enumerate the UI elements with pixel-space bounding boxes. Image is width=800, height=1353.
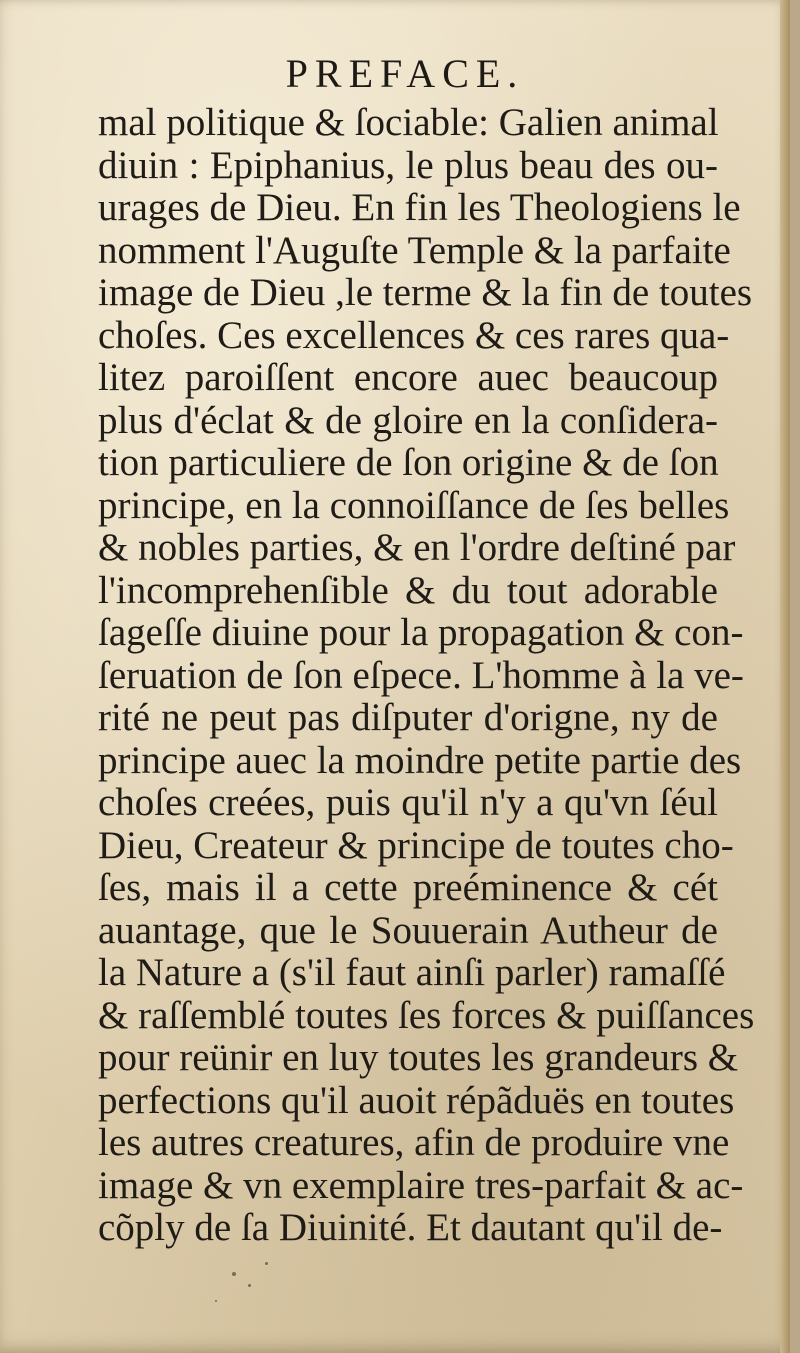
text-line: tion particuliere de ſon origine & de ſon xyxy=(98,441,719,484)
ink-speck xyxy=(265,1262,268,1265)
text-line: auantage, que le Souuerain Autheur de xyxy=(98,908,718,952)
text-line: & raſſemblé toutes ſes forces & puiſſances xyxy=(98,993,755,1037)
page-edge xyxy=(780,0,790,1353)
text-line: image & vn exemplaire tres-parfait & ac- xyxy=(98,1163,744,1207)
text-line: diuin : Epiphanius, le plus beau des ou- xyxy=(98,143,718,187)
text-line: principe, en la connoiſſance de ſes belles xyxy=(98,483,730,527)
text-line: choſes. Ces excellences & ces rares qua- xyxy=(98,313,730,357)
text-line: l'incomprehenſible & du tout adorable xyxy=(98,568,718,612)
text-line: plus d'éclat & de gloire en la conſidera- xyxy=(98,398,718,442)
text-line: ſeruation de ſon eſpece. L'homme à la ve- xyxy=(98,653,744,697)
text-line: rité ne peut pas diſputer d'origne, ny de xyxy=(98,696,718,739)
text-line: urages de Dieu. En fin les Theologiens le xyxy=(98,186,741,229)
text-line: image de Dieu ,le terme & la fin de toutes xyxy=(98,271,753,314)
text-line: litez paroiſſent encore auec beaucoup xyxy=(98,356,718,399)
text-line: perfections qu'il auoit répãduës en toutes xyxy=(98,1078,735,1122)
ink-speck xyxy=(248,1284,251,1287)
body-text xyxy=(98,101,755,1250)
text-line: cõply de ſa Diuinité. Et dautant qu'il de- xyxy=(98,1206,723,1249)
ink-speck xyxy=(232,1272,236,1276)
text-line: mal politique & ſociable: Galien animal xyxy=(98,101,719,144)
text-line: & nobles parties, & en l'ordre deſtiné par xyxy=(98,526,736,569)
text-line: pour reünir en luy toutes les grandeurs & xyxy=(98,1036,739,1079)
text-line: ſes, mais il a cette preéminence & cét xyxy=(98,866,718,909)
text-line: Dieu, Createur & principe de toutes cho- xyxy=(98,823,734,867)
text-line: ſageſſe diuine pour la propagation & con- xyxy=(98,611,744,654)
text-line: la Nature a (s'il faut ainſi parler) ramaſſé xyxy=(98,951,726,994)
text-line: choſes creées, puis qu'il n'y a qu'vn ſéul xyxy=(98,781,718,824)
ink-speck xyxy=(215,1300,217,1302)
text-line: nomment l'Auguſte Temple & la parfaite xyxy=(98,228,731,272)
running-header: PREFACE. xyxy=(285,51,525,96)
text-line: les autres creatures, afin de produire vne xyxy=(98,1121,730,1164)
text-line: principe auec la moindre petite partie des xyxy=(98,738,742,782)
